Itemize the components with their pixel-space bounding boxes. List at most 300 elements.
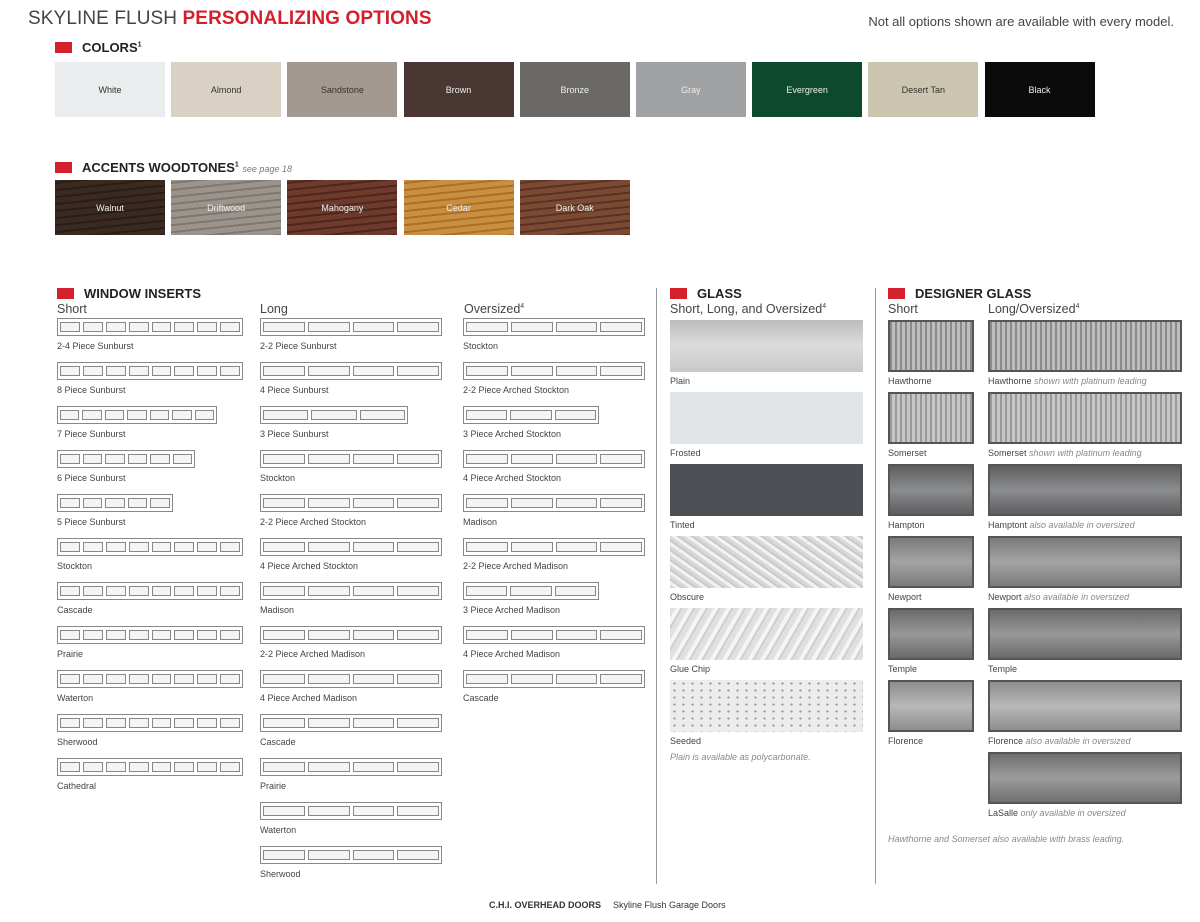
insert-pane	[152, 630, 172, 640]
insert-pane	[152, 674, 172, 684]
insert-pane	[60, 454, 80, 464]
window-insert-option	[57, 626, 243, 670]
window-insert-graphic	[260, 318, 442, 336]
designer-long-sample	[988, 680, 1182, 732]
insert-pane	[397, 674, 439, 684]
insert-pane	[60, 718, 80, 728]
window-insert-label: Stockton	[260, 473, 296, 483]
window-insert-label: Prairie	[260, 781, 287, 791]
window-insert-label: Stockton	[57, 561, 93, 571]
window-insert-label: 2-2 Piece Arched Madison	[463, 561, 569, 571]
red-marker	[55, 162, 72, 173]
insert-pane	[83, 454, 103, 464]
insert-pane	[172, 410, 191, 420]
insert-pane	[600, 454, 642, 464]
designer-glass-heading-text: DESIGNER GLASS	[915, 286, 1032, 301]
window-insert-graphic	[57, 538, 243, 556]
window-insert-option	[463, 318, 645, 362]
designer-long-note: shown with platinum leading	[1029, 448, 1142, 458]
insert-pane	[82, 410, 101, 420]
glass-label: Frosted	[670, 448, 701, 458]
glass-sample	[670, 608, 863, 660]
window-insert-graphic	[463, 582, 599, 600]
divider	[656, 288, 657, 884]
insert-pane	[174, 630, 194, 640]
window-insert-label: 3 Piece Arched Stockton	[463, 429, 562, 439]
window-insert-option	[463, 494, 645, 538]
color-swatch	[287, 62, 397, 117]
designer-bottom-note	[888, 834, 1124, 844]
insert-pane	[308, 674, 350, 684]
designer-short-sample	[888, 392, 974, 444]
insert-pane	[150, 410, 169, 420]
window-insert-graphic	[260, 802, 442, 820]
color-name: White	[98, 84, 122, 95]
color-name: Brown	[445, 84, 472, 95]
color-swatch	[171, 62, 281, 117]
window-insert-graphic	[57, 714, 243, 732]
window-insert-option	[57, 494, 243, 538]
window-insert-option	[463, 670, 645, 714]
designer-long-label	[988, 448, 1182, 458]
designer-short-sample	[888, 608, 974, 660]
woodtone-swatches	[55, 180, 630, 235]
insert-pane	[466, 498, 508, 508]
insert-pane	[397, 498, 439, 508]
insert-pane	[263, 806, 305, 816]
insert-pane	[127, 410, 146, 420]
insert-pane	[220, 366, 240, 376]
designer-long-sup: 4	[1075, 302, 1080, 310]
designer-short-option	[888, 536, 974, 608]
designer-glass-row	[888, 464, 1182, 536]
insert-pane	[152, 542, 172, 552]
designer-short-label: Hampton	[888, 520, 925, 530]
insert-pane	[195, 410, 214, 420]
window-insert-graphic	[260, 582, 442, 600]
insert-pane	[60, 674, 80, 684]
window-insert-option	[260, 670, 442, 714]
insert-pane	[83, 762, 103, 772]
window-insert-label: 3 Piece Sunburst	[260, 429, 329, 439]
insert-pane	[220, 718, 240, 728]
glass-option	[670, 608, 863, 680]
insert-pane	[353, 630, 395, 640]
insert-pane	[397, 454, 439, 464]
designer-long-sample	[988, 608, 1182, 660]
designer-bottom-note-text: Hawthorne and Somerset also available with brass leading.	[888, 834, 1125, 844]
window-insert-option	[57, 582, 243, 626]
oversized-column-head	[464, 302, 524, 316]
color-name: Evergreen	[786, 84, 828, 95]
color-swatches	[55, 62, 1095, 117]
lasalle-sample	[988, 752, 1182, 804]
color-name: Black	[1028, 84, 1051, 95]
window-insert-graphic	[463, 318, 645, 336]
window-insert-graphic	[463, 406, 599, 424]
designer-long-option	[988, 392, 1182, 464]
insert-pane	[129, 366, 149, 376]
designer-short-option	[888, 680, 974, 752]
color-swatch	[985, 62, 1095, 117]
window-insert-option	[463, 450, 645, 494]
designer-short-sample	[888, 464, 974, 516]
insert-pane	[353, 498, 395, 508]
designer-short-sample	[888, 680, 974, 732]
color-swatch	[520, 62, 630, 117]
insert-pane	[308, 762, 350, 772]
insert-pane	[106, 366, 126, 376]
insert-pane	[600, 542, 642, 552]
window-insert-label: Sherwood	[57, 737, 98, 747]
window-insert-graphic	[57, 670, 243, 688]
insert-pane	[600, 630, 642, 640]
insert-pane	[60, 410, 79, 420]
window-insert-graphic	[260, 758, 442, 776]
window-insert-label: Cascade	[57, 605, 93, 615]
designer-glass-row	[888, 680, 1182, 752]
window-insert-label: Cascade	[463, 693, 499, 703]
insert-pane	[152, 718, 172, 728]
window-insert-label: 2-2 Piece Arched Stockton	[463, 385, 570, 395]
insert-pane	[174, 322, 194, 332]
oversized-sup: 4	[520, 302, 525, 310]
insert-pane	[106, 718, 126, 728]
woodtone-name: Mahogany	[321, 202, 364, 213]
colors-sup: 1	[137, 41, 142, 49]
insert-pane	[60, 586, 80, 596]
window-insert-graphic	[57, 362, 243, 380]
window-insert-label: 4 Piece Arched Stockton	[260, 561, 359, 571]
designer-short-label: Newport	[888, 592, 922, 602]
oversized-inserts-column	[463, 318, 645, 714]
insert-pane	[106, 762, 126, 772]
woodtone-swatch	[404, 180, 514, 235]
glass-sample	[670, 392, 863, 444]
divider	[875, 288, 876, 884]
insert-pane	[129, 630, 149, 640]
designer-short-label: Somerset	[888, 448, 927, 458]
designer-glass-row	[888, 392, 1182, 464]
insert-pane	[105, 454, 125, 464]
color-swatch	[868, 62, 978, 117]
designer-glass-row	[888, 320, 1182, 392]
window-insert-graphic	[260, 538, 442, 556]
window-insert-label: 4 Piece Arched Madison	[260, 693, 358, 703]
insert-pane	[556, 454, 598, 464]
insert-pane	[60, 630, 80, 640]
window-insert-label: Cathedral	[57, 781, 97, 791]
insert-pane	[397, 542, 439, 552]
designer-long-option	[988, 608, 1182, 680]
insert-pane	[308, 322, 350, 332]
woodtones-heading-text: ACCENTS WOODTONES	[82, 160, 235, 175]
insert-pane	[263, 674, 305, 684]
window-insert-label: 8 Piece Sunburst	[57, 385, 126, 395]
insert-pane	[129, 586, 149, 596]
color-name: Bronze	[560, 84, 590, 95]
designer-long-option	[988, 680, 1182, 752]
insert-pane	[220, 630, 240, 640]
designer-short-head: Short	[888, 302, 918, 316]
window-insert-graphic	[260, 626, 442, 644]
insert-pane	[60, 498, 80, 508]
availability-note: Not all options shown are available with every model.	[868, 14, 1174, 29]
insert-pane	[263, 498, 305, 508]
insert-pane	[397, 366, 439, 376]
designer-short-sample	[888, 536, 974, 588]
window-insert-label: Cascade	[260, 737, 296, 747]
insert-pane	[106, 542, 126, 552]
insert-pane	[263, 366, 305, 376]
red-marker	[57, 288, 74, 299]
insert-pane	[353, 762, 395, 772]
designer-glass-row	[888, 608, 1182, 680]
insert-pane	[397, 586, 439, 596]
insert-pane	[83, 674, 103, 684]
glass-note-text: Plain is available as polycarbonate.	[670, 752, 811, 762]
insert-pane	[174, 366, 194, 376]
designer-long-option	[988, 320, 1182, 392]
color-name: Almond	[210, 84, 242, 95]
window-insert-option	[260, 582, 442, 626]
window-insert-label: 6 Piece Sunburst	[57, 473, 126, 483]
woodtone-name: Driftwood	[207, 202, 246, 213]
glass-option	[670, 536, 863, 608]
insert-pane	[556, 674, 598, 684]
insert-pane	[397, 806, 439, 816]
glass-label: Seeded	[670, 736, 702, 746]
insert-pane	[308, 630, 350, 640]
insert-pane	[60, 762, 80, 772]
window-insert-label: 3 Piece Arched Madison	[463, 605, 561, 615]
woodtones-heading	[55, 160, 292, 175]
insert-pane	[128, 498, 148, 508]
window-insert-label: 5 Piece Sunburst	[57, 517, 126, 527]
insert-pane	[511, 630, 553, 640]
insert-pane	[152, 366, 172, 376]
woodtone-name: Dark Oak	[555, 202, 594, 213]
red-marker	[670, 288, 687, 299]
color-swatch	[55, 62, 165, 117]
insert-pane	[150, 498, 170, 508]
window-insert-option	[260, 802, 442, 846]
insert-pane	[466, 586, 507, 596]
title-main: SKYLINE FLUSH	[28, 8, 178, 29]
glass-sup: 4	[822, 302, 827, 310]
insert-pane	[308, 850, 350, 860]
insert-pane	[556, 322, 598, 332]
glass-label: Obscure	[670, 592, 705, 602]
window-insert-option	[463, 582, 645, 626]
insert-pane	[173, 454, 193, 464]
insert-pane	[129, 322, 149, 332]
window-insert-option	[463, 406, 645, 450]
woodtone-swatch	[287, 180, 397, 235]
color-swatch	[636, 62, 746, 117]
window-insert-label: Prairie	[57, 649, 84, 659]
designer-short-sample	[888, 320, 974, 372]
insert-pane	[353, 806, 395, 816]
insert-pane	[511, 366, 553, 376]
insert-pane	[308, 498, 350, 508]
designer-glass-heading	[888, 286, 1031, 301]
window-insert-label: 4 Piece Sunburst	[260, 385, 329, 395]
footer	[489, 900, 726, 910]
insert-pane	[556, 630, 598, 640]
insert-pane	[83, 630, 103, 640]
insert-pane	[353, 366, 395, 376]
insert-pane	[60, 542, 80, 552]
insert-pane	[129, 718, 149, 728]
designer-glass-row	[888, 536, 1182, 608]
lasalle-name: LaSalle	[988, 808, 1019, 818]
insert-pane	[556, 542, 598, 552]
window-insert-graphic	[463, 670, 645, 688]
long-inserts-column	[260, 318, 442, 890]
window-insert-graphic	[260, 362, 442, 380]
insert-pane	[353, 674, 395, 684]
glass-label: Glue Chip	[670, 664, 711, 674]
glass-option	[670, 464, 863, 536]
window-insert-label: 2-2 Piece Sunburst	[260, 341, 337, 351]
glass-option	[670, 320, 863, 392]
insert-pane	[511, 454, 553, 464]
insert-pane	[60, 366, 80, 376]
window-insert-label: Sherwood	[260, 869, 301, 879]
oversized-column-head-text: Oversized	[464, 302, 521, 316]
designer-short-option	[888, 464, 974, 536]
color-name: Gray	[681, 84, 701, 95]
designer-long-note: also available in oversized	[1029, 520, 1135, 530]
glass-label: Plain	[670, 376, 691, 386]
window-insert-option	[260, 362, 442, 406]
insert-pane	[466, 410, 507, 420]
insert-pane	[510, 410, 551, 420]
designer-long-note: also available in oversized	[1024, 592, 1130, 602]
window-insert-option	[260, 538, 442, 582]
window-insert-option	[57, 538, 243, 582]
insert-pane	[152, 322, 172, 332]
insert-pane	[308, 806, 350, 816]
title-red: PERSONALIZING OPTIONS	[182, 8, 432, 29]
lasalle-label	[988, 808, 1182, 818]
window-insert-label: 2-2 Piece Arched Stockton	[260, 517, 367, 527]
window-insert-option	[260, 450, 442, 494]
insert-pane	[308, 586, 350, 596]
lasalle-note: only available in oversized	[1020, 808, 1126, 818]
window-insert-option	[260, 714, 442, 758]
window-insert-option	[57, 714, 243, 758]
glass-sample	[670, 680, 863, 732]
window-insert-graphic	[260, 714, 442, 732]
window-insert-graphic	[57, 406, 217, 424]
glass-option	[670, 392, 863, 464]
window-insert-label: 2-2 Piece Arched Madison	[260, 649, 366, 659]
window-insert-option	[463, 626, 645, 670]
window-insert-graphic	[463, 494, 645, 512]
designer-long-sample	[988, 464, 1182, 516]
insert-pane	[174, 674, 194, 684]
insert-pane	[263, 850, 305, 860]
insert-pane	[174, 762, 194, 772]
glass-subhead	[670, 302, 826, 316]
insert-pane	[128, 454, 148, 464]
window-insert-graphic	[57, 582, 243, 600]
insert-pane	[220, 322, 240, 332]
window-insert-label: Waterton	[57, 693, 94, 703]
insert-pane	[397, 718, 439, 728]
window-insert-label: 2-4 Piece Sunburst	[57, 341, 134, 351]
designer-long-name: Florence	[988, 736, 1024, 746]
glass-heading-text: GLASS	[697, 286, 742, 301]
designer-long-head	[988, 302, 1079, 316]
insert-pane	[466, 366, 508, 376]
red-marker	[55, 42, 72, 53]
insert-pane	[220, 586, 240, 596]
window-inserts-heading-text: WINDOW INSERTS	[84, 286, 201, 301]
insert-pane	[83, 542, 103, 552]
insert-pane	[105, 498, 125, 508]
insert-pane	[263, 542, 305, 552]
insert-pane	[308, 542, 350, 552]
insert-pane	[83, 498, 103, 508]
insert-pane	[129, 542, 149, 552]
color-name: Desert Tan	[901, 84, 945, 95]
insert-pane	[174, 718, 194, 728]
window-insert-graphic	[260, 406, 408, 424]
insert-pane	[197, 718, 217, 728]
color-swatch	[404, 62, 514, 117]
insert-pane	[510, 586, 551, 596]
woodtone-name: Cedar	[446, 202, 471, 213]
insert-pane	[555, 410, 596, 420]
window-insert-option	[260, 626, 442, 670]
window-insert-graphic	[463, 626, 645, 644]
designer-long-name: Hamptont	[988, 520, 1028, 530]
woodtones-sup: 1	[234, 161, 239, 169]
insert-pane	[353, 850, 395, 860]
insert-pane	[353, 322, 395, 332]
insert-pane	[353, 718, 395, 728]
window-insert-option	[260, 758, 442, 802]
footer-brand: C.H.I. OVERHEAD DOORS	[489, 900, 602, 910]
window-insert-label: 4 Piece Arched Stockton	[463, 473, 562, 483]
colors-heading-text: COLORS	[82, 40, 138, 55]
insert-pane	[197, 322, 217, 332]
window-insert-option	[57, 758, 243, 802]
designer-long-option	[988, 536, 1182, 608]
designer-long-label	[988, 592, 1182, 602]
insert-pane	[353, 586, 395, 596]
window-insert-option	[260, 494, 442, 538]
insert-pane	[220, 762, 240, 772]
designer-long-name: Newport	[988, 592, 1022, 602]
designer-long-head-text: Long/Oversized	[988, 302, 1076, 316]
glass-sample	[670, 320, 863, 372]
insert-pane	[556, 366, 598, 376]
window-insert-graphic	[463, 450, 645, 468]
designer-long-label	[988, 736, 1182, 746]
insert-pane	[263, 322, 305, 332]
window-insert-label: 7 Piece Sunburst	[57, 429, 126, 439]
colors-heading	[55, 40, 142, 55]
insert-pane	[511, 322, 553, 332]
designer-long-sample	[988, 392, 1182, 444]
window-insert-graphic	[260, 450, 442, 468]
designer-long-name: Hawthorne	[988, 376, 1032, 386]
short-column-head: Short	[57, 302, 87, 316]
